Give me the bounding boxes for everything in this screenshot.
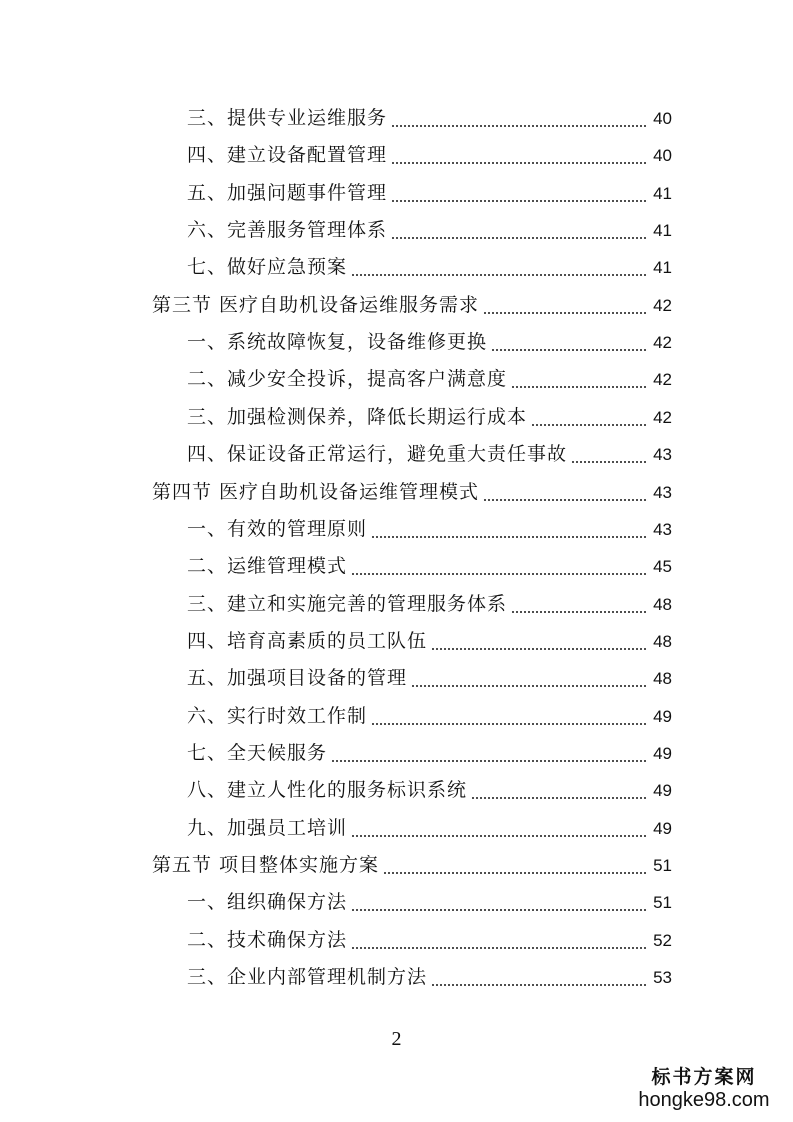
toc-entry-title: 六、完善服务管理体系 <box>187 219 388 242</box>
toc-dot-leader <box>511 586 646 623</box>
toc-entry-title: 二、减少安全投诉，提高客户满意度 <box>187 368 508 391</box>
toc-dot-leader <box>531 399 646 436</box>
toc-entry-title: 二、运维管理模式 <box>187 555 348 578</box>
toc-dot-leader <box>391 100 646 137</box>
toc-subsection-entry[interactable] <box>187 884 672 921</box>
toc-section-entry[interactable] <box>152 474 672 511</box>
toc-entry-page: 53 <box>653 968 672 988</box>
toc-entry-title: 一、系统故障恢复，设备维修更换 <box>187 331 488 354</box>
toc-subsection-entry[interactable] <box>187 586 672 623</box>
toc-entry-page: 40 <box>653 146 672 166</box>
toc-entry-title: 六、实行时效工作制 <box>187 704 368 727</box>
toc-dot-leader <box>391 212 646 249</box>
toc-entry-title: 七、全天候服务 <box>187 741 328 764</box>
toc-entry-title: 第三节 医疗自助机设备运维服务需求 <box>152 293 480 316</box>
toc-dot-leader <box>351 810 646 847</box>
site-watermark <box>629 1066 779 1112</box>
toc-subsection-entry[interactable] <box>187 436 672 473</box>
toc-dot-leader <box>411 660 646 697</box>
toc-entry-page: 42 <box>653 333 672 353</box>
toc-dot-leader <box>511 361 646 398</box>
toc-entry-page: 42 <box>653 295 672 315</box>
toc-subsection-entry[interactable] <box>187 735 672 772</box>
toc-dot-leader <box>491 324 646 361</box>
toc-subsection-entry[interactable] <box>187 361 672 398</box>
toc-entry-page: 42 <box>653 370 672 390</box>
toc-dot-leader <box>351 884 646 921</box>
toc-subsection-entry[interactable] <box>187 399 672 436</box>
toc-dot-leader <box>483 287 646 324</box>
toc-subsection-entry[interactable] <box>187 922 672 959</box>
toc-entry-title: 三、企业内部管理机制方法 <box>187 966 428 989</box>
toc-entry-page: 49 <box>653 743 672 763</box>
toc-entry-title: 三、建立和实施完善的管理服务体系 <box>187 592 508 615</box>
toc-entry-page: 48 <box>653 594 672 614</box>
toc-entry-title: 五、加强项目设备的管理 <box>187 667 408 690</box>
toc-subsection-entry[interactable] <box>187 137 672 174</box>
toc-subsection-entry[interactable] <box>187 660 672 697</box>
toc-entry-title: 一、有效的管理原则 <box>187 517 368 540</box>
toc-entry-page: 43 <box>653 482 672 502</box>
toc-dot-leader <box>371 698 646 735</box>
toc-subsection-entry[interactable] <box>187 698 672 735</box>
toc-entry-title: 四、保证设备正常运行，避免重大责任事故 <box>187 443 568 466</box>
toc-entry-page: 51 <box>653 856 672 875</box>
toc-entry-page: 42 <box>653 407 672 427</box>
toc-subsection-entry[interactable] <box>187 548 672 585</box>
watermark-site-url: hongke98.com <box>638 1089 770 1111</box>
toc-entry-title: 第五节 项目整体实施方案 <box>152 854 380 876</box>
toc-dot-leader <box>431 959 646 996</box>
toc-subsection-entry[interactable] <box>187 100 672 137</box>
toc-dot-leader <box>471 772 646 809</box>
toc-entry-page: 48 <box>653 669 672 689</box>
toc-entry-title: 九、加强员工培训 <box>187 816 348 839</box>
toc-dot-leader <box>483 474 646 511</box>
toc-entry-page: 43 <box>653 519 672 539</box>
toc-entry-title: 八、建立人性化的服务标识系统 <box>187 779 468 802</box>
toc-subsection-entry[interactable] <box>187 511 672 548</box>
toc-entry-page: 43 <box>653 445 672 465</box>
toc-dot-leader <box>391 175 646 212</box>
toc-dot-leader <box>371 511 646 548</box>
watermark-site-name: 标书方案网 <box>651 1066 757 1088</box>
toc-entry-title: 四、培育高素质的员工队伍 <box>187 629 428 652</box>
toc-subsection-entry[interactable] <box>187 324 672 361</box>
toc-entry-title: 七、做好应急预案 <box>187 256 348 279</box>
toc-entry-title: 一、组织确保方法 <box>187 891 348 914</box>
toc-entry-page: 41 <box>653 183 672 203</box>
toc-dot-leader <box>571 436 646 473</box>
toc-entry-page: 41 <box>653 258 672 278</box>
toc-entry-title: 五、加强问题事件管理 <box>187 181 388 204</box>
toc-entry-title: 第四节 医疗自助机设备运维管理模式 <box>152 480 480 503</box>
toc-entry-title: 三、加强检测保养，降低长期运行成本 <box>187 405 528 428</box>
toc-subsection-entry[interactable] <box>187 623 672 660</box>
toc-subsection-entry[interactable] <box>187 810 672 847</box>
toc-entry-page: 52 <box>653 930 672 950</box>
toc-dot-leader <box>431 623 646 660</box>
toc-dot-leader <box>351 548 646 585</box>
toc-entry-title: 四、建立设备配置管理 <box>187 144 388 167</box>
toc-entry-page: 49 <box>653 818 672 838</box>
toc-section-entry[interactable] <box>152 847 672 884</box>
toc-entry-page: 41 <box>653 221 672 241</box>
toc-dot-leader <box>383 847 646 884</box>
toc-subsection-entry[interactable] <box>187 175 672 212</box>
toc-dot-leader <box>391 137 646 174</box>
toc-dot-leader <box>351 922 646 959</box>
toc-subsection-entry[interactable] <box>187 959 672 996</box>
toc-entry-page: 49 <box>653 781 672 801</box>
toc-entry-page: 45 <box>653 557 672 577</box>
toc-entry-page: 51 <box>653 893 672 913</box>
toc-section-entry[interactable] <box>152 287 672 324</box>
toc-subsection-entry[interactable] <box>187 772 672 809</box>
toc-entry-title: 二、技术确保方法 <box>187 928 348 951</box>
page-number: 2 <box>391 1028 402 1050</box>
toc-entry-page: 48 <box>653 631 672 651</box>
toc-dot-leader <box>351 249 646 286</box>
toc-entry-page: 40 <box>653 109 672 128</box>
toc-entry-page: 49 <box>653 706 672 726</box>
toc-entry-title: 三、提供专业运维服务 <box>187 107 388 129</box>
toc-dot-leader <box>331 735 646 772</box>
toc-subsection-entry[interactable] <box>187 212 672 249</box>
toc-subsection-entry[interactable] <box>187 249 672 286</box>
